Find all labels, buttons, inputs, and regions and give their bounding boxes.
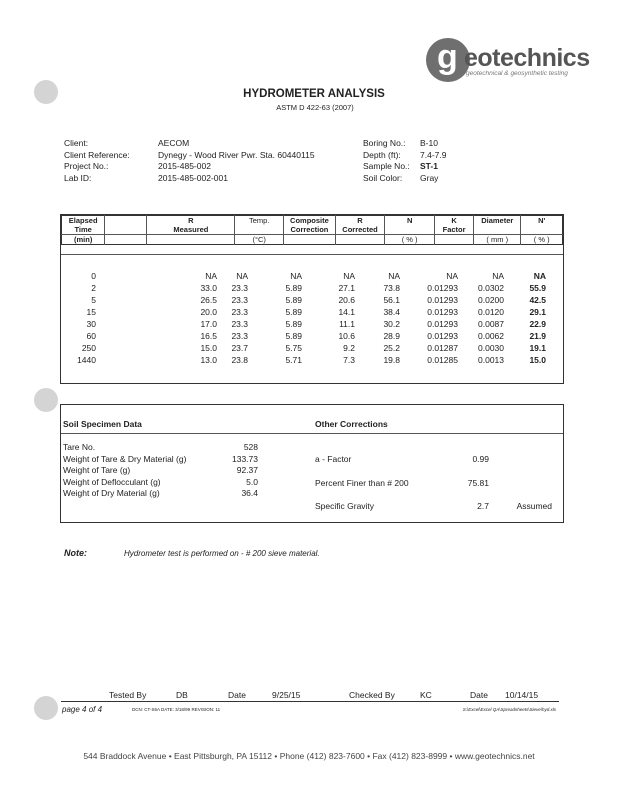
- cell-elapsed-time: 250: [81, 343, 96, 353]
- signoff-rule: [61, 701, 559, 702]
- cell-n-percent: 25.2: [383, 343, 400, 353]
- cell-composite-correction: 5.89: [285, 331, 302, 341]
- logo-tagline: geotechnical & geosynthetic testing: [466, 70, 568, 77]
- cell-diameter: 0.0200: [478, 295, 504, 305]
- client-value: AECOM: [158, 138, 190, 148]
- specimen-box-top: [60, 404, 564, 405]
- correction-note: Assumed: [516, 501, 552, 511]
- cell-composite-correction: 5.89: [285, 307, 302, 317]
- file-path: S:\Excel\Excel QA\Spreadsheets\Sieve\hyd.xls: [462, 707, 556, 712]
- cell-composite-correction: 5.89: [285, 295, 302, 305]
- col-temp: Temp.: [235, 216, 284, 226]
- specimen-value: 133.73: [232, 453, 258, 464]
- client-label: Client:: [64, 138, 89, 148]
- boring-no-value: B-10: [420, 138, 438, 148]
- corrections-heading: Other Corrections: [315, 419, 388, 429]
- cell-r-measured: 20.0: [200, 307, 217, 317]
- table-row: [0, 331, 618, 343]
- cell-r-corrected: 14.1: [338, 307, 355, 317]
- boring-no-label: Boring No.:: [363, 138, 406, 148]
- date-value-1: 9/25/15: [272, 690, 301, 700]
- cell-diameter: 0.0120: [478, 307, 504, 317]
- logo-g-mark: g: [426, 38, 470, 82]
- cell-temp: 23.3: [231, 295, 248, 305]
- specimen-heading-underline: [61, 433, 563, 434]
- cell-n-percent: 30.2: [383, 319, 400, 329]
- cell-n-prime: 15.0: [529, 355, 546, 365]
- cell-diameter: 0.0087: [478, 319, 504, 329]
- correction-value: 75.81: [467, 478, 489, 488]
- client-reference-value: Dynegy - Wood River Pwr. Sta. 60440115: [158, 149, 315, 160]
- cell-n-prime: 19.1: [529, 343, 546, 353]
- document-reference: DCN: CT-S6A DATE: 3/18/99 REVISION: 11: [132, 707, 221, 712]
- cell-elapsed-time: 0: [91, 271, 96, 281]
- cell-elapsed-time: 1440: [77, 355, 96, 365]
- cell-n-percent: 56.1: [383, 295, 400, 305]
- specimen-value: 36.4: [241, 488, 258, 498]
- cell-n-percent: 73.8: [383, 283, 400, 293]
- cell-k-factor: 0.01293: [427, 283, 458, 293]
- cell-n-prime: 29.1: [529, 307, 546, 317]
- specimen-heading: Soil Specimen Data: [63, 419, 142, 429]
- cell-r-measured: 16.5: [200, 331, 217, 341]
- cell-n-prime: NA: [533, 271, 546, 281]
- correction-label: Percent Finer than # 200: [315, 478, 409, 488]
- cell-k-factor: 0.01285: [427, 355, 458, 365]
- cell-composite-correction: 5.89: [285, 319, 302, 329]
- col-n-prime: N': [538, 216, 546, 225]
- table-row: [0, 271, 618, 283]
- cell-elapsed-time: 30: [86, 319, 96, 329]
- cell-n-prime: 22.9: [529, 319, 546, 329]
- report-title: HYDROMETER ANALYSIS: [243, 88, 385, 100]
- project-no-label: Project No.:: [64, 161, 109, 171]
- cell-k-factor: 0.01293: [427, 331, 458, 341]
- client-info-labels: [64, 138, 130, 184]
- cell-r-measured: 17.0: [200, 319, 217, 329]
- cell-r-corrected: 20.6: [338, 295, 355, 305]
- specimen-box-right: [563, 404, 564, 522]
- binder-hole-bottom: [34, 696, 58, 720]
- specimen-value: 528: [243, 442, 258, 452]
- specimen-label: Weight of Tare & Dry Material (g): [63, 453, 187, 464]
- client-reference-label: Client Reference:: [64, 149, 130, 160]
- specimen-value: 92.37: [236, 465, 258, 475]
- tested-by-value: DB: [176, 690, 188, 700]
- page-number: page 4 of 4: [62, 705, 103, 714]
- table-row: [0, 295, 618, 307]
- col-n: N: [385, 216, 435, 226]
- cell-r-corrected: NA: [343, 271, 355, 281]
- depth-label: Depth (ft):: [363, 149, 401, 160]
- cell-r-corrected: 10.6: [338, 331, 355, 341]
- cell-diameter: 0.0302: [478, 283, 504, 293]
- report-standard: ASTM D 422-63 (2007): [276, 103, 354, 112]
- cell-elapsed-time: 2: [91, 283, 96, 293]
- soil-color-label: Soil Color:: [363, 172, 403, 183]
- checked-by-value: KC: [420, 690, 432, 700]
- cell-diameter: 0.0013: [478, 355, 504, 365]
- sample-no-value: ST-1: [420, 161, 438, 171]
- cell-temp: 23.3: [231, 319, 248, 329]
- specimen-value: 5.0: [246, 476, 258, 487]
- col-r-measured: R: [147, 216, 235, 226]
- cell-temp: 23.3: [231, 307, 248, 317]
- soil-color-value: Gray: [420, 172, 439, 183]
- cell-elapsed-time: 15: [86, 307, 96, 317]
- client-info-values: [158, 138, 315, 184]
- checked-by-label: Checked By: [349, 690, 395, 700]
- correction-value: 2.7: [477, 501, 489, 511]
- correction-label: Specific Gravity: [315, 501, 375, 511]
- cell-n-prime: 21.9: [529, 331, 546, 341]
- note-label: Note:: [64, 548, 87, 558]
- table-bottom-border: [60, 383, 564, 384]
- tested-by-label: Tested By: [109, 690, 147, 700]
- cell-r-measured: 26.5: [200, 295, 217, 305]
- cell-temp: 23.7: [231, 343, 248, 353]
- boring-info-values: [420, 138, 446, 184]
- cell-elapsed-time: 5: [91, 295, 96, 305]
- specimen-label: Weight of Deflocculant (g): [63, 476, 161, 487]
- cell-diameter: NA: [492, 271, 504, 281]
- hydrometer-table-header: Elapsed R Temp. Composite R N K Diameter N' Time Measured Correction Corrected Factor (min) (°C) ( % ) ( mm ) ( % ): [61, 215, 563, 245]
- table-row: [0, 319, 618, 331]
- company-address-footer: 544 Braddock Avenue • East Pittsburgh, PA 15112 • Phone (412) 823-7600 • Fax (412) 823-8999 • www.geotechnics.net: [83, 751, 535, 761]
- specimen-label: Weight of Dry Material (g): [63, 488, 160, 498]
- cell-r-measured: NA: [205, 271, 217, 281]
- col-diameter: Diameter: [474, 216, 521, 226]
- cell-r-corrected: 7.3: [343, 355, 355, 365]
- cell-k-factor: 0.01293: [427, 307, 458, 317]
- cell-r-corrected: 27.1: [338, 283, 355, 293]
- cell-temp: 23.3: [231, 283, 248, 293]
- lab-id-label: Lab ID:: [64, 172, 92, 183]
- col-elapsed: Elapsed: [62, 216, 105, 226]
- date-label-1: Date: [228, 690, 246, 700]
- table-row: [0, 283, 618, 295]
- cell-n-percent: 38.4: [383, 307, 400, 317]
- cell-composite-correction: NA: [290, 271, 302, 281]
- table-row: [0, 307, 618, 319]
- col-r-corrected: R: [335, 216, 384, 226]
- cell-elapsed-time: 60: [86, 331, 96, 341]
- specimen-box-bottom: [60, 522, 564, 523]
- date-label-2: Date: [470, 690, 488, 700]
- lab-id-value: 2015-485-002-001: [158, 172, 228, 183]
- units-row-underline: [61, 254, 563, 255]
- cell-composite-correction: 5.89: [285, 283, 302, 293]
- cell-k-factor: 0.01287: [427, 343, 458, 353]
- col-k: K: [435, 216, 474, 226]
- cell-r-measured: 33.0: [200, 283, 217, 293]
- cell-diameter: 0.0062: [478, 331, 504, 341]
- table-row: [0, 343, 618, 355]
- logo-wordmark: eotechnics: [464, 44, 590, 72]
- cell-n-prime: 42.5: [529, 295, 546, 305]
- cell-r-measured: 15.0: [200, 343, 217, 353]
- cell-k-factor: 0.01293: [427, 295, 458, 305]
- cell-r-corrected: 11.1: [339, 319, 355, 329]
- cell-temp: 23.8: [231, 355, 248, 365]
- table-row: [0, 355, 618, 367]
- cell-k-factor: 0.01293: [427, 319, 458, 329]
- specimen-label: Tare No.: [63, 442, 96, 452]
- correction-label: a - Factor: [315, 454, 352, 464]
- date-value-2: 10/14/15: [505, 690, 539, 700]
- cell-composite-correction: 5.71: [285, 355, 302, 365]
- cell-r-measured: 13.0: [200, 355, 217, 365]
- specimen-box-left: [60, 404, 61, 522]
- cell-composite-correction: 5.75: [285, 343, 302, 353]
- note-text: Hydrometer test is performed on - # 200 sieve material.: [124, 549, 320, 558]
- binder-hole-middle: [34, 388, 58, 412]
- col-composite: Composite: [284, 216, 336, 226]
- depth-value: 7.4-7.9: [420, 149, 447, 160]
- sample-no-label: Sample No.:: [363, 161, 410, 171]
- specimen-label: Weight of Tare (g): [63, 465, 131, 475]
- cell-r-corrected: 9.2: [343, 343, 355, 353]
- cell-n-percent: NA: [388, 271, 400, 281]
- cell-k-factor: NA: [446, 271, 458, 281]
- cell-diameter: 0.0030: [478, 343, 504, 353]
- correction-value: 0.99: [472, 454, 489, 464]
- cell-n-prime: 55.9: [529, 283, 546, 293]
- cell-n-percent: 19.8: [383, 355, 400, 365]
- boring-info-labels: [363, 138, 410, 184]
- cell-temp: NA: [236, 271, 248, 281]
- project-no-value: 2015-485-002: [158, 161, 211, 171]
- cell-n-percent: 28.9: [383, 331, 400, 341]
- cell-temp: 23.3: [231, 331, 248, 341]
